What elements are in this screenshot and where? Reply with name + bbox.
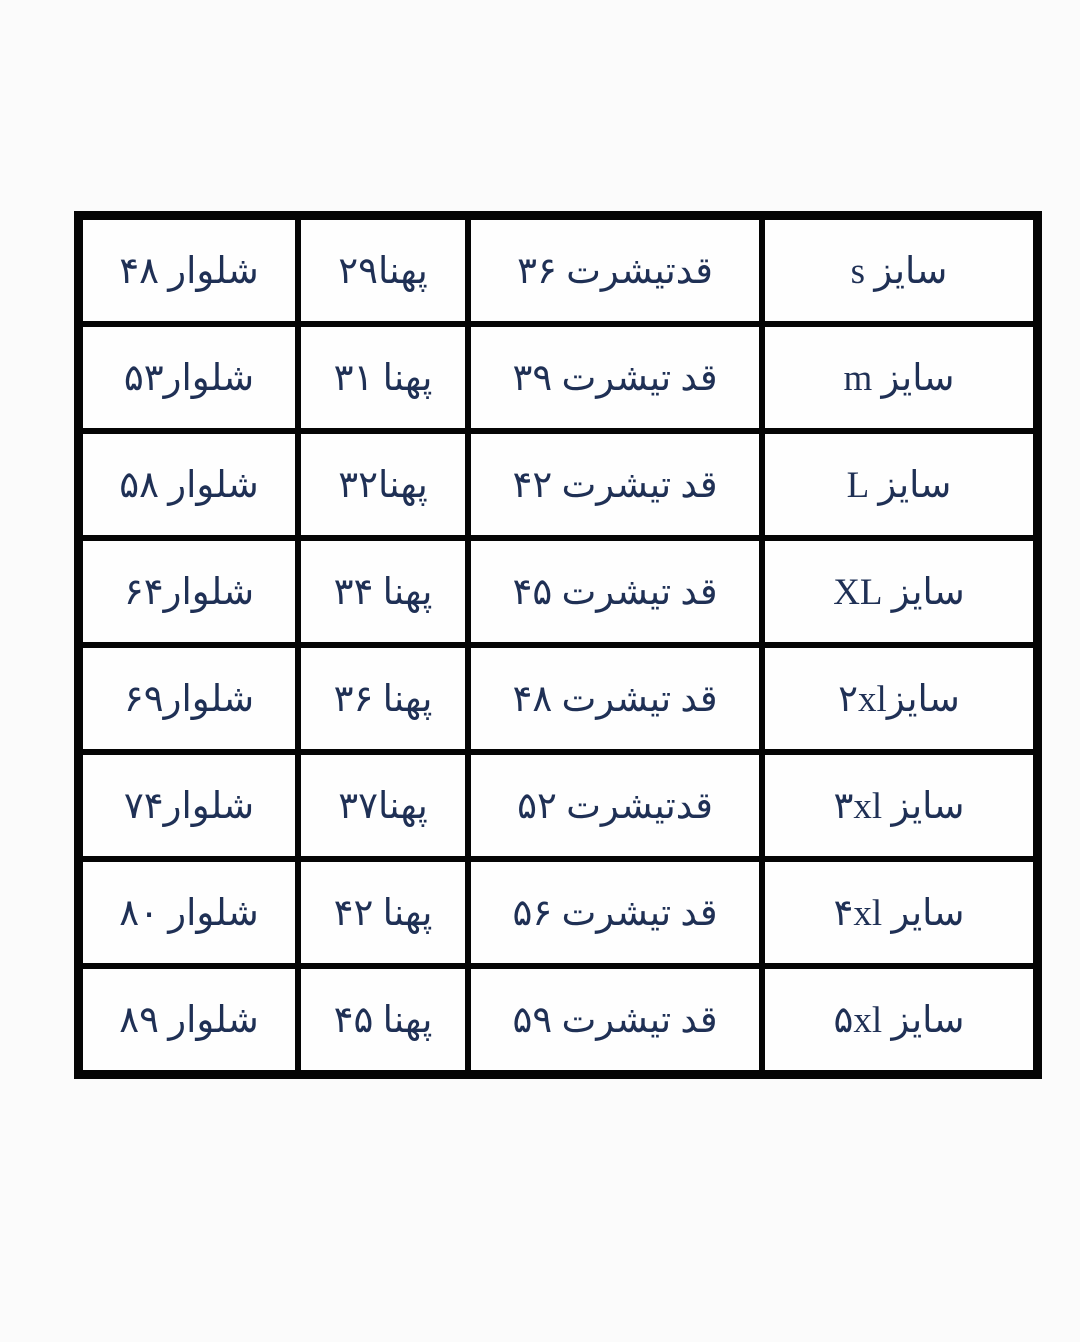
cell-size: سایر ۴xl — [762, 859, 1038, 966]
size-chart-container — [74, 211, 1042, 1079]
cell-size: سایز s — [762, 216, 1038, 325]
cell-pants: شلوار ۸۰ — [79, 859, 299, 966]
table-row — [79, 431, 1038, 538]
table-row — [79, 324, 1038, 431]
cell-size: سایز ۵xl — [762, 966, 1038, 1075]
cell-tshirt-length: قد تیشرت ۴۲ — [468, 431, 762, 538]
cell-size: سایز۲xl — [762, 645, 1038, 752]
cell-tshirt-length: قدتیشرت ۵۲ — [468, 752, 762, 859]
table-row — [79, 645, 1038, 752]
table-row — [79, 538, 1038, 645]
cell-pants: شلوار۵۳ — [79, 324, 299, 431]
cell-width: پهنا ۳۱ — [298, 324, 468, 431]
cell-width: پهنا۳۷ — [298, 752, 468, 859]
cell-pants: شلوار۷۴ — [79, 752, 299, 859]
cell-width: پهنا ۳۴ — [298, 538, 468, 645]
table-row — [79, 966, 1038, 1075]
cell-tshirt-length: قد تیشرت ۳۹ — [468, 324, 762, 431]
size-chart-table — [74, 211, 1042, 1079]
cell-pants: شلوار ۸۹ — [79, 966, 299, 1075]
cell-size: سایز XL — [762, 538, 1038, 645]
table-row — [79, 752, 1038, 859]
cell-width: پهنا ۴۵ — [298, 966, 468, 1075]
cell-size: سایز ۳xl — [762, 752, 1038, 859]
cell-size: سایز L — [762, 431, 1038, 538]
table-row — [79, 859, 1038, 966]
cell-size: سایز m — [762, 324, 1038, 431]
cell-pants: شلوار۶۴ — [79, 538, 299, 645]
cell-width: پهنا۲۹ — [298, 216, 468, 325]
cell-tshirt-length: قد تیشرت ۴۸ — [468, 645, 762, 752]
cell-tshirt-length: قدتیشرت ۳۶ — [468, 216, 762, 325]
cell-width: پهنا ۳۶ — [298, 645, 468, 752]
cell-tshirt-length: قد تیشرت ۵۶ — [468, 859, 762, 966]
cell-pants: شلوار ۵۸ — [79, 431, 299, 538]
cell-pants: شلوار۶۹ — [79, 645, 299, 752]
cell-tshirt-length: قد تیشرت ۵۹ — [468, 966, 762, 1075]
cell-width: پهنا ۴۲ — [298, 859, 468, 966]
cell-pants: شلوار ۴۸ — [79, 216, 299, 325]
cell-tshirt-length: قد تیشرت ۴۵ — [468, 538, 762, 645]
table-row — [79, 216, 1038, 325]
cell-width: پهنا۳۲ — [298, 431, 468, 538]
